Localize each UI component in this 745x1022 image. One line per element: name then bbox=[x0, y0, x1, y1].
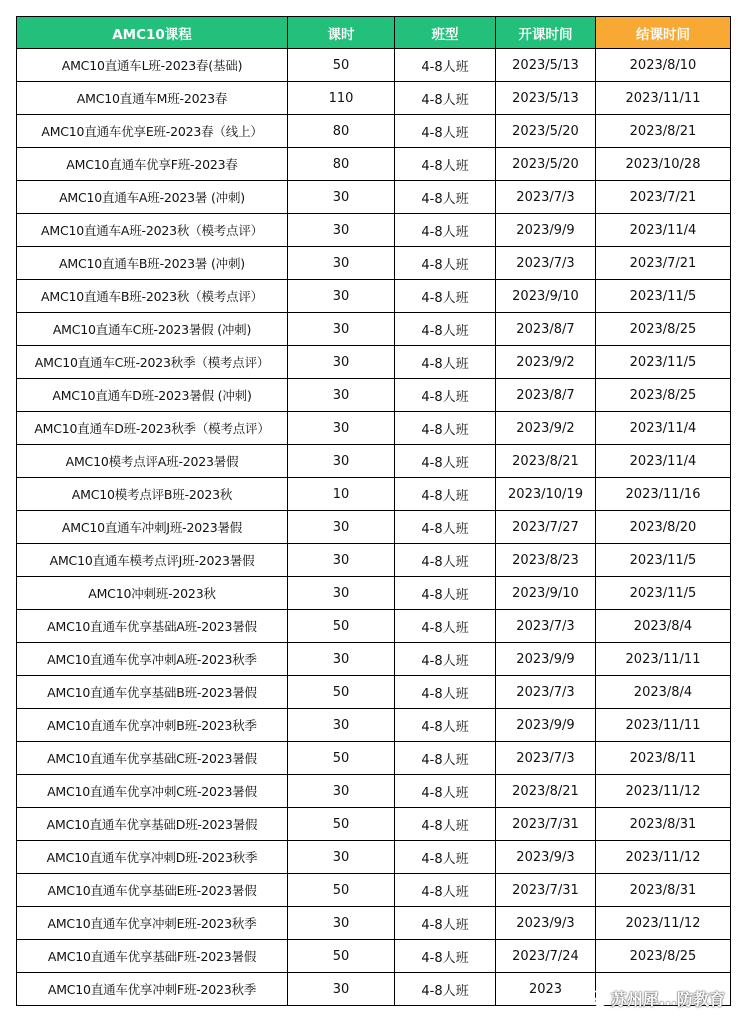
cell-end-date: 2023/11/4 bbox=[596, 412, 731, 445]
cell-end-date: 2023/11/5 bbox=[596, 544, 731, 577]
table-row bbox=[17, 676, 731, 709]
cell-start-date: 2023/7/27 bbox=[496, 511, 596, 544]
cell-start-date: 2023/7/3 bbox=[496, 742, 596, 775]
cell-hours: 30 bbox=[288, 214, 395, 247]
cell-hours: 30 bbox=[288, 181, 395, 214]
cell-hours: 30 bbox=[288, 709, 395, 742]
cell-end-date: 2023/8/25 bbox=[596, 313, 731, 346]
cell-start-date: 2023/8/7 bbox=[496, 313, 596, 346]
cell-hours: 50 bbox=[288, 610, 395, 643]
table-row bbox=[17, 82, 731, 115]
cell-start-date: 2023/5/13 bbox=[496, 49, 596, 82]
cell-end-date: 2023/8/25 bbox=[596, 940, 731, 973]
cell-hours: 30 bbox=[288, 511, 395, 544]
table-row bbox=[17, 841, 731, 874]
header-start-date: 开课时间 bbox=[496, 17, 596, 49]
cell-hours: 110 bbox=[288, 82, 395, 115]
cell-end-date: 2023/8/31 bbox=[596, 808, 731, 841]
cell-class-type: 4-8人班 bbox=[395, 907, 496, 940]
cell-class-type: 4-8人班 bbox=[395, 874, 496, 907]
table-body bbox=[17, 49, 731, 1006]
cell-start-date: 2023/9/2 bbox=[496, 346, 596, 379]
cell-start-date: 2023/9/2 bbox=[496, 412, 596, 445]
cell-class-type: 4-8人班 bbox=[395, 412, 496, 445]
cell-class-type: 4-8人班 bbox=[395, 709, 496, 742]
cell-course: AMC10直通车优享基础B班-2023暑假 bbox=[17, 676, 288, 709]
cell-course: AMC10直通车优享冲刺D班-2023秋季 bbox=[17, 841, 288, 874]
table-row bbox=[17, 577, 731, 610]
table-row bbox=[17, 148, 731, 181]
cell-start-date: 2023/8/7 bbox=[496, 379, 596, 412]
table-header bbox=[17, 17, 731, 49]
cell-end-date: 2023/11/12 bbox=[596, 907, 731, 940]
cell-course: AMC10直通车优享冲刺E班-2023秋季 bbox=[17, 907, 288, 940]
table-row bbox=[17, 940, 731, 973]
cell-hours: 30 bbox=[288, 544, 395, 577]
cell-course: AMC10直通车B班-2023秋（模考点评） bbox=[17, 280, 288, 313]
cell-hours: 50 bbox=[288, 676, 395, 709]
cell-class-type: 4-8人班 bbox=[395, 643, 496, 676]
cell-hours: 30 bbox=[288, 247, 395, 280]
table-row bbox=[17, 445, 731, 478]
table-row bbox=[17, 214, 731, 247]
cell-course: AMC10直通车A班-2023秋（模考点评） bbox=[17, 214, 288, 247]
cell-start-date: 2023 bbox=[496, 973, 596, 1006]
cell-hours: 50 bbox=[288, 49, 395, 82]
cell-end-date: 2023/11/5 bbox=[596, 280, 731, 313]
cell-course: AMC10直通车模考点评J班-2023暑假 bbox=[17, 544, 288, 577]
cell-start-date: 2023/8/21 bbox=[496, 775, 596, 808]
cell-hours: 30 bbox=[288, 841, 395, 874]
cell-start-date: 2023/5/20 bbox=[496, 148, 596, 181]
cell-class-type: 4-8人班 bbox=[395, 973, 496, 1006]
table-row bbox=[17, 313, 731, 346]
cell-end-date: 2023/8/25 bbox=[596, 379, 731, 412]
cell-end-date: 2023/8/21 bbox=[596, 115, 731, 148]
cell-hours: 50 bbox=[288, 742, 395, 775]
cell-class-type: 4-8人班 bbox=[395, 49, 496, 82]
table-row bbox=[17, 181, 731, 214]
cell-course: AMC10直通车优享冲刺A班-2023秋季 bbox=[17, 643, 288, 676]
table-row bbox=[17, 874, 731, 907]
cell-start-date: 2023/9/9 bbox=[496, 709, 596, 742]
table-row bbox=[17, 709, 731, 742]
cell-class-type: 4-8人班 bbox=[395, 808, 496, 841]
cell-end-date: 2023/8/31 bbox=[596, 874, 731, 907]
cell-class-type: 4-8人班 bbox=[395, 115, 496, 148]
cell-start-date: 2023/7/3 bbox=[496, 610, 596, 643]
table-row bbox=[17, 412, 731, 445]
cell-hours: 30 bbox=[288, 445, 395, 478]
cell-end-date: 2023/7/21 bbox=[596, 247, 731, 280]
table-row bbox=[17, 280, 731, 313]
cell-course: AMC10直通车优享冲刺F班-2023秋季 bbox=[17, 973, 288, 1006]
cell-class-type: 4-8人班 bbox=[395, 577, 496, 610]
cell-end-date: 2023/8/10 bbox=[596, 49, 731, 82]
cell-class-type: 4-8人班 bbox=[395, 841, 496, 874]
cell-start-date: 2023/8/23 bbox=[496, 544, 596, 577]
cell-course: AMC10直通车优享基础D班-2023暑假 bbox=[17, 808, 288, 841]
cell-start-date: 2023/7/3 bbox=[496, 247, 596, 280]
cell-hours: 50 bbox=[288, 874, 395, 907]
header-course: AMC10课程 bbox=[17, 17, 288, 49]
cell-end-date: 2023/8/4 bbox=[596, 676, 731, 709]
cell-end-date: 2023/11/5 bbox=[596, 577, 731, 610]
cell-course: AMC10直通车冲刺J班-2023暑假 bbox=[17, 511, 288, 544]
cell-course: AMC10直通车优享基础A班-2023暑假 bbox=[17, 610, 288, 643]
cell-end-date: 2023/11/5 bbox=[596, 346, 731, 379]
cell-class-type: 4-8人班 bbox=[395, 280, 496, 313]
cell-class-type: 4-8人班 bbox=[395, 544, 496, 577]
cell-course: AMC10直通车优享冲刺B班-2023秋季 bbox=[17, 709, 288, 742]
cell-start-date: 2023/9/9 bbox=[496, 643, 596, 676]
cell-hours: 80 bbox=[288, 115, 395, 148]
header-class-type: 班型 bbox=[395, 17, 496, 49]
table-row bbox=[17, 742, 731, 775]
table-row bbox=[17, 907, 731, 940]
course-table bbox=[16, 16, 731, 1006]
cell-end-date: 2023/7/21 bbox=[596, 181, 731, 214]
header-hours: 课时 bbox=[288, 17, 395, 49]
cell-end-date: 2023/11/11 bbox=[596, 643, 731, 676]
cell-class-type: 4-8人班 bbox=[395, 445, 496, 478]
cell-end-date: 2023/8/20 bbox=[596, 511, 731, 544]
cell-course: AMC10直通车优享F班-2023春 bbox=[17, 148, 288, 181]
table-row bbox=[17, 775, 731, 808]
cell-end-date: 2023/11/11 bbox=[596, 709, 731, 742]
cell-course: AMC10直通车优享基础C班-2023暑假 bbox=[17, 742, 288, 775]
cell-class-type: 4-8人班 bbox=[395, 148, 496, 181]
cell-course: AMC10直通车A班-2023暑 (冲刺) bbox=[17, 181, 288, 214]
cell-start-date: 2023/5/13 bbox=[496, 82, 596, 115]
cell-class-type: 4-8人班 bbox=[395, 346, 496, 379]
table-row bbox=[17, 49, 731, 82]
cell-hours: 30 bbox=[288, 577, 395, 610]
cell-hours: 50 bbox=[288, 808, 395, 841]
table-row bbox=[17, 346, 731, 379]
cell-course: AMC10直通车C班-2023秋季（模考点评） bbox=[17, 346, 288, 379]
cell-course: AMC10直通车M班-2023春 bbox=[17, 82, 288, 115]
table-row bbox=[17, 511, 731, 544]
course-schedule bbox=[16, 16, 730, 1006]
cell-hours: 30 bbox=[288, 907, 395, 940]
cell-class-type: 4-8人班 bbox=[395, 82, 496, 115]
cell-hours: 30 bbox=[288, 412, 395, 445]
cell-class-type: 4-8人班 bbox=[395, 610, 496, 643]
cell-hours: 80 bbox=[288, 148, 395, 181]
table-row bbox=[17, 610, 731, 643]
cell-start-date: 2023/9/10 bbox=[496, 577, 596, 610]
watermark-text: 苏州犀...防教育 bbox=[610, 990, 725, 1009]
cell-hours: 30 bbox=[288, 643, 395, 676]
cell-class-type: 4-8人班 bbox=[395, 775, 496, 808]
cell-course: AMC10直通车C班-2023暑假 (冲刺) bbox=[17, 313, 288, 346]
cell-course: AMC10直通车L班-2023春(基础) bbox=[17, 49, 288, 82]
cell-start-date: 2023/7/3 bbox=[496, 181, 596, 214]
header-end-date: 结课时间 bbox=[596, 17, 731, 49]
cell-end-date: 2023/8/4 bbox=[596, 610, 731, 643]
cell-end-date: 2023/11/16 bbox=[596, 478, 731, 511]
table-row bbox=[17, 247, 731, 280]
table-row bbox=[17, 643, 731, 676]
cell-course: AMC10直通车D班-2023暑假 (冲刺) bbox=[17, 379, 288, 412]
cell-course: AMC10直通车优享E班-2023春（线上） bbox=[17, 115, 288, 148]
cell-start-date: 2023/7/24 bbox=[496, 940, 596, 973]
cell-hours: 30 bbox=[288, 313, 395, 346]
cell-start-date: 2023/9/3 bbox=[496, 907, 596, 940]
cell-course: AMC10冲刺班-2023秋 bbox=[17, 577, 288, 610]
table-row bbox=[17, 115, 731, 148]
cell-class-type: 4-8人班 bbox=[395, 181, 496, 214]
watermark bbox=[587, 987, 725, 1010]
cell-hours: 30 bbox=[288, 379, 395, 412]
table-row bbox=[17, 379, 731, 412]
cell-hours: 10 bbox=[288, 478, 395, 511]
header-row bbox=[17, 17, 731, 49]
cell-start-date: 2023/9/3 bbox=[496, 841, 596, 874]
cell-start-date: 2023/5/20 bbox=[496, 115, 596, 148]
cell-class-type: 4-8人班 bbox=[395, 379, 496, 412]
cell-end-date: 2023/10/28 bbox=[596, 148, 731, 181]
table-row bbox=[17, 808, 731, 841]
cell-class-type: 4-8人班 bbox=[395, 676, 496, 709]
cell-course: AMC10直通车D班-2023秋季（模考点评） bbox=[17, 412, 288, 445]
cell-course: AMC10模考点评B班-2023秋 bbox=[17, 478, 288, 511]
cell-end-date: 2023/8/11 bbox=[596, 742, 731, 775]
cell-course: AMC10直通车优享基础E班-2023暑假 bbox=[17, 874, 288, 907]
cell-start-date: 2023/7/31 bbox=[496, 808, 596, 841]
cell-class-type: 4-8人班 bbox=[395, 247, 496, 280]
cell-end-date: 2023/11/11 bbox=[596, 82, 731, 115]
cell-class-type: 4-8人班 bbox=[395, 940, 496, 973]
cell-hours: 30 bbox=[288, 973, 395, 1006]
cell-start-date: 2023/8/21 bbox=[496, 445, 596, 478]
cell-start-date: 2023/9/9 bbox=[496, 214, 596, 247]
cell-hours: 50 bbox=[288, 940, 395, 973]
cell-start-date: 2023/7/3 bbox=[496, 676, 596, 709]
wechat-icon bbox=[587, 989, 607, 1009]
cell-end-date: 2023/11/4 bbox=[596, 445, 731, 478]
cell-course: AMC10模考点评A班-2023暑假 bbox=[17, 445, 288, 478]
table-row bbox=[17, 544, 731, 577]
cell-end-date: 2023/11/12 bbox=[596, 775, 731, 808]
cell-hours: 30 bbox=[288, 346, 395, 379]
cell-class-type: 4-8人班 bbox=[395, 511, 496, 544]
cell-start-date: 2023/7/31 bbox=[496, 874, 596, 907]
cell-end-date: 2023/11/12 bbox=[596, 841, 731, 874]
cell-class-type: 4-8人班 bbox=[395, 214, 496, 247]
cell-class-type: 4-8人班 bbox=[395, 478, 496, 511]
cell-hours: 30 bbox=[288, 280, 395, 313]
cell-course: AMC10直通车优享基础F班-2023暑假 bbox=[17, 940, 288, 973]
cell-hours: 30 bbox=[288, 775, 395, 808]
cell-start-date: 2023/10/19 bbox=[496, 478, 596, 511]
cell-end-date: 2023/11/4 bbox=[596, 214, 731, 247]
cell-class-type: 4-8人班 bbox=[395, 313, 496, 346]
cell-course: AMC10直通车B班-2023暑 (冲刺) bbox=[17, 247, 288, 280]
cell-class-type: 4-8人班 bbox=[395, 742, 496, 775]
table-row bbox=[17, 478, 731, 511]
cell-course: AMC10直通车优享冲刺C班-2023暑假 bbox=[17, 775, 288, 808]
cell-start-date: 2023/9/10 bbox=[496, 280, 596, 313]
